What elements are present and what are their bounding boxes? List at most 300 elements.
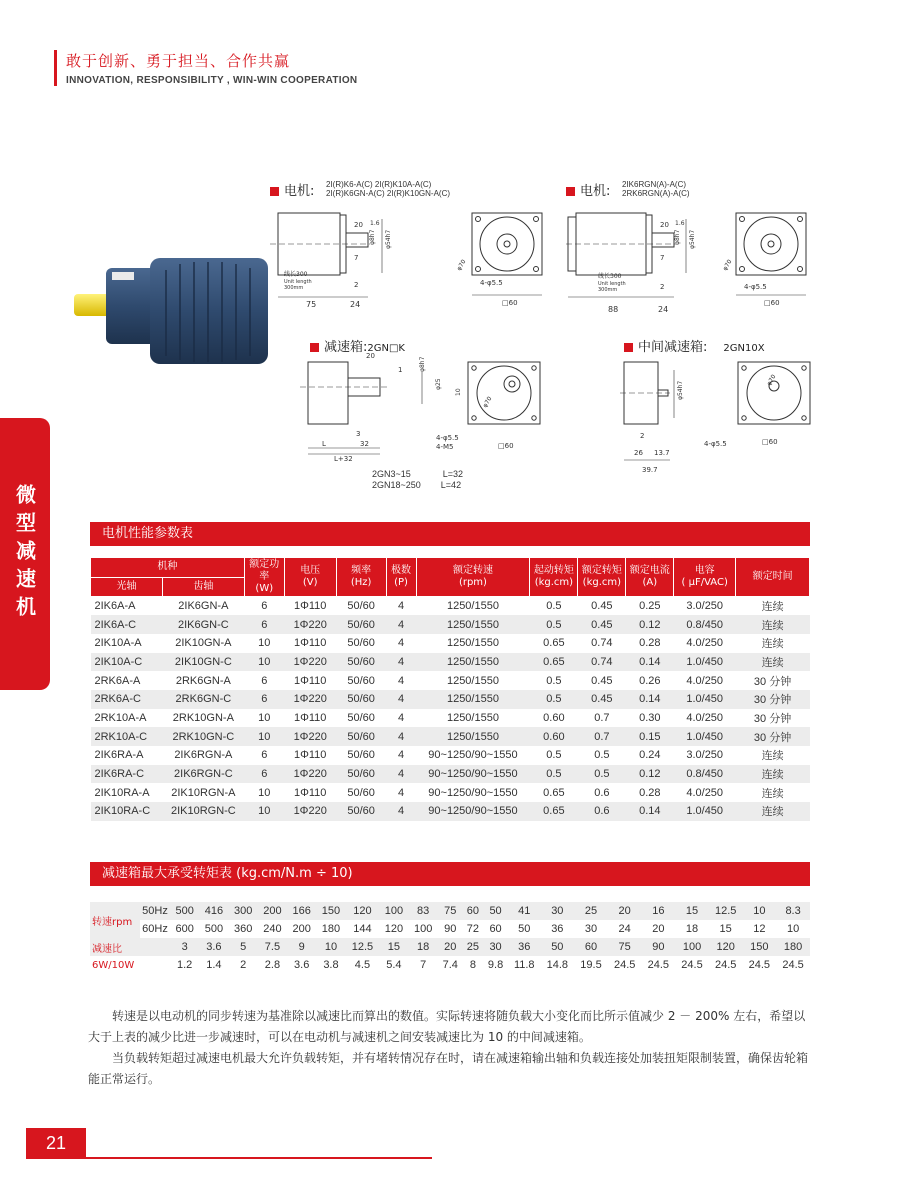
table-cell: 4 xyxy=(386,634,416,653)
table-cell: 1Φ110 xyxy=(284,671,336,690)
note-paragraph-1: 转速是以电动机的同步转速为基准除以减速比而算出的数值。实际转速将随负载大小变化而比所示值减少 2 － 200% 左右，希望以大于上表的减少比进一步减速时，可以在电动机与减速机之间安装减速比为 10 的中间减速箱。 xyxy=(88,1009,806,1044)
svg-text:7: 7 xyxy=(354,254,359,262)
table-cell: 50/60 xyxy=(336,727,386,746)
table-cell: 0.14 xyxy=(626,653,674,672)
table-cell: 24 xyxy=(608,920,642,938)
table-cell: 75 xyxy=(438,902,463,920)
table-cell: 50/60 xyxy=(336,615,386,634)
col-gear-shaft: 齿轴 xyxy=(162,577,244,597)
table-cell: 30 分钟 xyxy=(736,690,810,709)
table-cell: 12.5 xyxy=(346,938,380,956)
col-speed: 额定转速 (rpm) xyxy=(416,558,530,597)
table-cell: 6 xyxy=(244,597,284,616)
table-cell: 连续 xyxy=(736,783,810,802)
table-cell: 30 xyxy=(574,920,608,938)
table-row xyxy=(91,727,810,746)
table-cell: 7 xyxy=(409,956,438,974)
table-cell: 10 xyxy=(316,938,345,956)
table-cell: 24.5 xyxy=(776,956,810,974)
table-cell: 300 xyxy=(229,902,258,920)
table-cell: 120 xyxy=(379,920,408,938)
col-start-torque: 起动转矩 (kg.cm) xyxy=(530,558,578,597)
table-cell: 30 分钟 xyxy=(736,671,810,690)
svg-text:φ70: φ70 xyxy=(481,395,494,409)
table-cell: 2IK10A-A xyxy=(91,634,163,653)
table-cell: 0.6 xyxy=(578,802,626,821)
table-cell: 1250/1550 xyxy=(416,597,530,616)
footer-rule xyxy=(26,1157,432,1159)
table-cell: 4 xyxy=(386,597,416,616)
table-cell: 3.6 xyxy=(199,938,228,956)
table-cell: 90 xyxy=(642,938,676,956)
table-cell: 50/60 xyxy=(336,746,386,765)
svg-text:4-φ5.5: 4-φ5.5 xyxy=(436,434,459,442)
svg-text:20: 20 xyxy=(366,352,375,360)
table-cell: 1.0/450 xyxy=(674,653,736,672)
table-cell: 100 xyxy=(675,938,709,956)
table-cell: 41 xyxy=(508,902,540,920)
mid-gearbox-label: 中间减速箱: 2GN10X xyxy=(624,336,765,355)
table-cell: 1250/1550 xyxy=(416,634,530,653)
table-cell: 6 xyxy=(244,671,284,690)
table-row xyxy=(91,653,810,672)
table-cell: 5.4 xyxy=(379,956,408,974)
table-cell: 0.5 xyxy=(530,615,578,634)
red-square-icon xyxy=(310,343,319,352)
table-cell: 0.14 xyxy=(626,802,674,821)
table-cell: 1Φ220 xyxy=(284,653,336,672)
table-cell: 0.6 xyxy=(578,783,626,802)
table-cell: 1250/1550 xyxy=(416,709,530,728)
table-row xyxy=(90,920,810,938)
gearbox-length-table: 2GN3~15 L=32 2GN18~250 L=42 xyxy=(372,469,464,490)
header-slogan-cn: 敢于创新、勇于担当、合作共赢 xyxy=(66,52,291,70)
table-cell: 3.6 xyxy=(287,956,316,974)
table-cell: 0.8/450 xyxy=(674,765,736,784)
table-row xyxy=(91,765,810,784)
table-cell: 9 xyxy=(287,938,316,956)
table-cell: 166 xyxy=(287,902,316,920)
table-cell: 7.5 xyxy=(258,938,287,956)
table-cell: 1Φ220 xyxy=(284,727,336,746)
table-cell: 0.28 xyxy=(626,634,674,653)
table-cell: 2 xyxy=(229,956,258,974)
table-cell: 83 xyxy=(409,902,438,920)
table-row xyxy=(91,709,810,728)
table-cell: 9.8 xyxy=(483,956,508,974)
table-cell: 3 xyxy=(170,938,199,956)
table-cell: 8.3 xyxy=(776,902,810,920)
table-cell: 500 xyxy=(199,920,228,938)
table-cell: 0.8/450 xyxy=(674,615,736,634)
svg-text:线长300: 线长300 xyxy=(284,271,308,278)
speed-label: 转速rpm xyxy=(90,902,140,938)
gearbox-label: 减速箱:2GN□K xyxy=(310,336,405,355)
power-label: 6W/10W xyxy=(90,956,170,974)
table-cell: 1Φ220 xyxy=(284,690,336,709)
table-cell: 2IK6A-C xyxy=(91,615,163,634)
col-power: 额定功率 (W) xyxy=(244,558,284,597)
table-cell: 0.45 xyxy=(578,597,626,616)
table-cell: 10 xyxy=(244,802,284,821)
table-cell: 连续 xyxy=(736,802,810,821)
gear-motor-photo xyxy=(70,248,270,373)
side-category-tab xyxy=(0,418,50,690)
table-row xyxy=(91,671,810,690)
table-row xyxy=(91,746,810,765)
table-cell: 4.5 xyxy=(346,956,380,974)
table-cell: 10 xyxy=(244,634,284,653)
table-cell: 连续 xyxy=(736,765,810,784)
table-cell: 0.24 xyxy=(626,746,674,765)
perf-table xyxy=(90,557,810,821)
table-cell: 0.5 xyxy=(530,746,578,765)
table-cell: 2IK10RGN-A xyxy=(162,783,244,802)
table-cell: 1Φ110 xyxy=(284,783,336,802)
col-optical-shaft: 光轴 xyxy=(91,577,163,597)
table-cell: 50/60 xyxy=(336,671,386,690)
table-cell: 2IK6GN-A xyxy=(162,597,244,616)
table-cell: 90~1250/90~1550 xyxy=(416,746,530,765)
svg-text:7: 7 xyxy=(660,254,665,262)
table-cell: 20 xyxy=(608,902,642,920)
svg-text:75: 75 xyxy=(306,300,317,309)
table-cell: 24.5 xyxy=(675,956,709,974)
table-cell: 120 xyxy=(346,902,380,920)
table-cell: 1Φ110 xyxy=(284,709,336,728)
svg-text:4-φ5.5: 4-φ5.5 xyxy=(480,279,503,287)
table-cell: 2RK6A-C xyxy=(91,690,163,709)
table-cell: 19.5 xyxy=(574,956,608,974)
table-cell: 1.4 xyxy=(199,956,228,974)
table-row xyxy=(90,938,810,956)
svg-text:φ70: φ70 xyxy=(765,373,778,387)
red-square-icon xyxy=(566,187,575,196)
table-cell: 4 xyxy=(386,653,416,672)
table-cell: 20 xyxy=(438,938,463,956)
table-cell: 0.14 xyxy=(626,690,674,709)
svg-text:φ54h7: φ54h7 xyxy=(677,380,684,400)
table-cell: 1Φ220 xyxy=(284,765,336,784)
table-cell: 4.0/250 xyxy=(674,709,736,728)
table-cell: 0.15 xyxy=(626,727,674,746)
svg-text:4-φ5.5: 4-φ5.5 xyxy=(744,283,767,291)
table-cell: 0.65 xyxy=(530,802,578,821)
motor1-label: 电机: xyxy=(270,180,314,199)
table-cell: 1Φ110 xyxy=(284,634,336,653)
table-cell: 10 xyxy=(776,920,810,938)
svg-text:2: 2 xyxy=(354,281,359,289)
table-cell: 1Φ220 xyxy=(284,615,336,634)
table-cell: 18 xyxy=(409,938,438,956)
table-cell: 36 xyxy=(540,920,574,938)
table-cell: 3.0/250 xyxy=(674,597,736,616)
table-cell: 6 xyxy=(244,746,284,765)
hz60-label: 60Hz xyxy=(140,920,170,938)
col-rated-time: 额定时间 xyxy=(736,558,810,597)
svg-text:32: 32 xyxy=(360,440,369,448)
svg-text:φ70: φ70 xyxy=(455,258,468,272)
gearbox-drawing xyxy=(300,352,560,464)
table-cell: 144 xyxy=(346,920,380,938)
table-cell: 1.2 xyxy=(170,956,199,974)
red-square-icon xyxy=(624,343,633,352)
table-cell: 0.74 xyxy=(578,634,626,653)
table-row xyxy=(91,615,810,634)
table-cell: 2IK6RA-A xyxy=(91,746,163,765)
svg-text:24: 24 xyxy=(350,300,361,309)
svg-text:13.7: 13.7 xyxy=(654,449,670,457)
table-cell: 1Φ110 xyxy=(284,597,336,616)
table-cell: 60 xyxy=(574,938,608,956)
table-cell: 连续 xyxy=(736,615,810,634)
table-cell: 2IK10RGN-C xyxy=(162,802,244,821)
svg-text:24: 24 xyxy=(658,305,669,314)
svg-text:□60: □60 xyxy=(498,442,514,450)
table-cell: 连续 xyxy=(736,634,810,653)
hz50-label: 50Hz xyxy=(140,902,170,920)
table-cell: 14.8 xyxy=(540,956,574,974)
table-cell: 60 xyxy=(483,920,508,938)
table-cell: 1250/1550 xyxy=(416,690,530,709)
table-cell: 4 xyxy=(386,615,416,634)
table-cell: 50/60 xyxy=(336,597,386,616)
table-cell: 30 分钟 xyxy=(736,727,810,746)
table-cell: 2RK10A-C xyxy=(91,727,163,746)
table-cell: 2RK10A-A xyxy=(91,709,163,728)
table-cell: 50/60 xyxy=(336,802,386,821)
table-row xyxy=(91,802,810,821)
table-cell: 3.0/250 xyxy=(674,746,736,765)
table-cell: 2RK6GN-A xyxy=(162,671,244,690)
svg-text:φ54h7: φ54h7 xyxy=(385,229,392,249)
table-cell: 50 xyxy=(540,938,574,956)
table-cell: 0.60 xyxy=(530,727,578,746)
table-cell: 4 xyxy=(386,783,416,802)
table-cell: 0.5 xyxy=(578,765,626,784)
svg-text:L+32: L+32 xyxy=(334,455,353,463)
table-cell: 24.5 xyxy=(709,956,743,974)
table-cell: 10 xyxy=(244,653,284,672)
table-cell: 0.12 xyxy=(626,765,674,784)
table-cell: 2IK10A-C xyxy=(91,653,163,672)
svg-text:300mm: 300mm xyxy=(284,285,304,291)
torque-table-title: 减速箱最大承受转矩表 (kg.cm/N.m ÷ 10) xyxy=(90,862,810,886)
svg-text:Unit length: Unit length xyxy=(598,281,626,287)
table-cell: 4 xyxy=(386,727,416,746)
table-cell: 4 xyxy=(386,765,416,784)
table-cell: 2IK6RGN-A xyxy=(162,746,244,765)
table-cell: 0.5 xyxy=(530,671,578,690)
table-row xyxy=(91,783,810,802)
motor1-drawing xyxy=(270,205,550,315)
table-cell: 500 xyxy=(170,902,199,920)
table-cell: 10 xyxy=(244,709,284,728)
table-cell: 50/60 xyxy=(336,765,386,784)
table-cell: 7.4 xyxy=(438,956,463,974)
page-number: 21 xyxy=(26,1128,86,1158)
table-cell: 2IK6GN-C xyxy=(162,615,244,634)
svg-text:4-φ5.5: 4-φ5.5 xyxy=(704,440,727,448)
svg-text:□60: □60 xyxy=(764,299,780,307)
table-cell: 200 xyxy=(258,902,287,920)
table-cell: 2RK6GN-C xyxy=(162,690,244,709)
table-cell: 50 xyxy=(508,920,540,938)
svg-text:39.7: 39.7 xyxy=(642,466,658,474)
svg-text:φ8h7: φ8h7 xyxy=(419,356,426,372)
notes xyxy=(88,1006,810,1090)
table-cell: 12.5 xyxy=(709,902,743,920)
table-cell: 50 xyxy=(483,902,508,920)
table-cell: 15 xyxy=(675,902,709,920)
table-cell: 100 xyxy=(409,920,438,938)
table-cell: 90~1250/90~1550 xyxy=(416,783,530,802)
table-cell: 连续 xyxy=(736,653,810,672)
col-poles: 极数 (P) xyxy=(386,558,416,597)
motor2-label: 电机: xyxy=(566,180,610,199)
table-cell: 4 xyxy=(386,690,416,709)
svg-text:φ70: φ70 xyxy=(721,258,734,272)
table-cell: 0.45 xyxy=(578,690,626,709)
table-cell: 1.0/450 xyxy=(674,802,736,821)
table-cell: 8 xyxy=(463,956,483,974)
table-cell: 5 xyxy=(229,938,258,956)
table-cell: 2IK10GN-A xyxy=(162,634,244,653)
table-cell: 60 xyxy=(463,902,483,920)
table-cell: 30 xyxy=(540,902,574,920)
note-paragraph-2: 当负载转矩超过减速电机最大允许负载转矩，并有堵转情况存在时，请在减速箱输出轴和负载连接处加装扭矩限制装置，确保齿轮箱能正常运行。 xyxy=(88,1051,809,1086)
svg-text:线长300: 线长300 xyxy=(598,273,622,280)
table-cell: 1250/1550 xyxy=(416,727,530,746)
svg-text:20: 20 xyxy=(660,221,669,229)
table-cell: 4 xyxy=(386,709,416,728)
table-cell: 30 分钟 xyxy=(736,709,810,728)
table-cell: 0.30 xyxy=(626,709,674,728)
header-accent-bar xyxy=(54,50,57,86)
table-cell: 2.8 xyxy=(258,956,287,974)
table-cell: 0.60 xyxy=(530,709,578,728)
table-cell: 4.0/250 xyxy=(674,671,736,690)
table-cell: 180 xyxy=(316,920,345,938)
table-cell: 1250/1550 xyxy=(416,653,530,672)
perf-table-title: 电机性能参数表 xyxy=(90,522,810,546)
table-cell: 0.74 xyxy=(578,653,626,672)
table-cell: 50/60 xyxy=(336,783,386,802)
table-cell: 72 xyxy=(463,920,483,938)
table-cell: 0.7 xyxy=(578,727,626,746)
table-cell: 0.45 xyxy=(578,615,626,634)
svg-text:26: 26 xyxy=(634,449,643,457)
table-cell: 15 xyxy=(709,920,743,938)
svg-text:Unit length: Unit length xyxy=(284,279,312,285)
table-cell: 90~1250/90~1550 xyxy=(416,802,530,821)
table-cell: 10 xyxy=(743,902,777,920)
table-cell: 4.0/250 xyxy=(674,783,736,802)
table-cell: 36 xyxy=(508,938,540,956)
table-cell: 11.8 xyxy=(508,956,540,974)
svg-text:φ8h7: φ8h7 xyxy=(674,229,681,245)
table-cell: 1Φ220 xyxy=(284,802,336,821)
table-cell: 90 xyxy=(438,920,463,938)
table-cell: 1250/1550 xyxy=(416,671,530,690)
table-cell: 1Φ110 xyxy=(284,746,336,765)
svg-text:1: 1 xyxy=(398,366,403,374)
table-cell: 0.65 xyxy=(530,653,578,672)
svg-text:10: 10 xyxy=(455,388,462,396)
table-cell: 3.8 xyxy=(316,956,345,974)
table-cell: 0.5 xyxy=(530,690,578,709)
table-cell: 4 xyxy=(386,671,416,690)
table-cell: 0.5 xyxy=(578,746,626,765)
svg-text:3: 3 xyxy=(356,430,361,438)
motor1-models: 2I(R)K6-A(C) 2I(R)K10A-A(C) 2I(R)K6GN-A(C) 2I(R)K10GN-A(C) xyxy=(326,180,451,198)
table-cell: 2IK6A-A xyxy=(91,597,163,616)
table-cell: 30 xyxy=(483,938,508,956)
table-cell: 4 xyxy=(386,746,416,765)
table-cell: 2RK10GN-C xyxy=(162,727,244,746)
svg-text:φ25: φ25 xyxy=(435,378,442,390)
table-cell: 0.25 xyxy=(626,597,674,616)
table-row xyxy=(91,634,810,653)
table-cell: 2IK6RA-C xyxy=(91,765,163,784)
table-cell: 10 xyxy=(244,727,284,746)
table-cell: 4 xyxy=(386,802,416,821)
red-square-icon xyxy=(270,187,279,196)
table-cell: 180 xyxy=(776,938,810,956)
table-cell: 200 xyxy=(287,920,316,938)
table-cell: 2IK6RGN-C xyxy=(162,765,244,784)
col-voltage: 电压 (V) xyxy=(284,558,336,597)
table-cell: 1250/1550 xyxy=(416,615,530,634)
table-cell: 50/60 xyxy=(336,634,386,653)
table-cell: 150 xyxy=(316,902,345,920)
mid-gearbox-drawing xyxy=(620,352,820,476)
motor2-drawing xyxy=(566,205,816,315)
table-cell: 20 xyxy=(642,920,676,938)
table-cell: 24.5 xyxy=(642,956,676,974)
col-model: 机种 xyxy=(91,558,245,578)
table-cell: 600 xyxy=(170,920,199,938)
side-tab-label: 微型减速机 xyxy=(12,484,37,624)
svg-text:φ8h7: φ8h7 xyxy=(369,229,376,245)
table-cell: 2RK10GN-A xyxy=(162,709,244,728)
svg-text:φ54h7: φ54h7 xyxy=(689,229,696,249)
header-slogan-en: INNOVATION, RESPONSIBILITY , WIN-WIN COOPERATION xyxy=(66,75,358,86)
ratio-label: 减速比 xyxy=(90,938,170,956)
table-cell: 75 xyxy=(608,938,642,956)
table-row xyxy=(91,597,810,616)
svg-text:88: 88 xyxy=(608,305,619,314)
table-cell: 0.45 xyxy=(578,671,626,690)
table-cell: 2IK10RA-A xyxy=(91,783,163,802)
svg-text:□60: □60 xyxy=(762,438,778,446)
table-cell: 6 xyxy=(244,690,284,709)
table-cell: 18 xyxy=(675,920,709,938)
torque-table xyxy=(90,902,810,974)
table-cell: 50/60 xyxy=(336,690,386,709)
col-freq: 频率 (Hz) xyxy=(336,558,386,597)
table-cell: 0.65 xyxy=(530,783,578,802)
table-cell: 25 xyxy=(463,938,483,956)
svg-text:1.6: 1.6 xyxy=(370,220,380,227)
motor2-models: 2IK6RGN(A)-A(C) 2RK6RGN(A)-A(C) xyxy=(622,180,690,198)
svg-text:4-M5: 4-M5 xyxy=(436,443,454,451)
table-cell: 连续 xyxy=(736,597,810,616)
table-cell: 0.26 xyxy=(626,671,674,690)
table-cell: 0.28 xyxy=(626,783,674,802)
table-cell: 15 xyxy=(379,938,408,956)
table-cell: 0.12 xyxy=(626,615,674,634)
